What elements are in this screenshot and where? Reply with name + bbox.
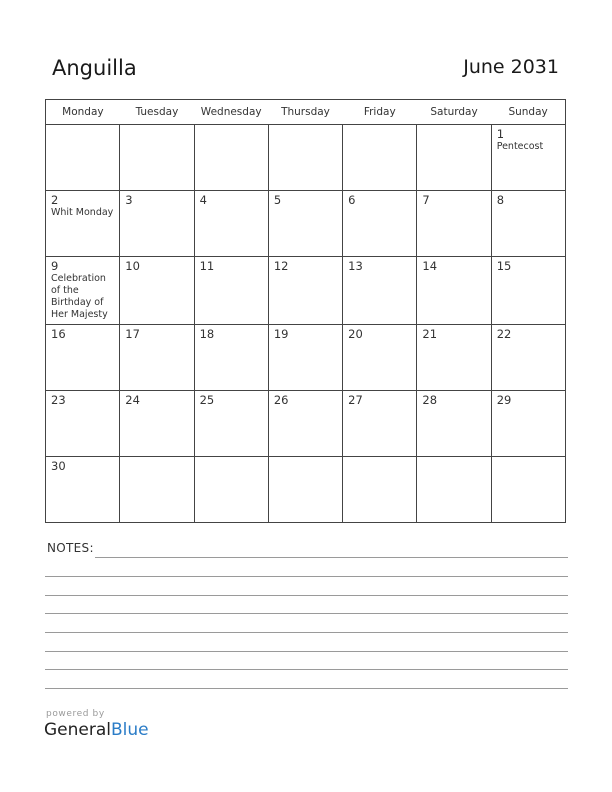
day-number: 21 xyxy=(422,327,438,341)
weekday-header: Saturday xyxy=(417,100,491,125)
day-cell xyxy=(268,191,342,257)
brand-blue: Blue xyxy=(111,720,149,740)
day-cell xyxy=(194,125,268,191)
day-cell xyxy=(343,125,417,191)
holiday-label: Celebration of the Birthday of Her Majesty xyxy=(51,273,108,320)
day-number: 12 xyxy=(273,259,289,273)
week-row xyxy=(46,191,566,257)
day-cell xyxy=(417,191,491,257)
day-cell xyxy=(46,191,120,257)
day-cell xyxy=(268,325,342,391)
day-cell xyxy=(120,391,194,457)
day-number: 29 xyxy=(496,393,512,407)
weekday-header: Thursday xyxy=(268,100,342,125)
day-number: 27 xyxy=(348,393,363,407)
week-row xyxy=(46,125,566,191)
day-number: 4 xyxy=(199,193,207,207)
day-cell xyxy=(268,391,342,457)
day-number: 7 xyxy=(422,193,430,207)
day-cell xyxy=(46,125,120,191)
day-cell xyxy=(194,191,268,257)
notes-line xyxy=(45,632,568,633)
calendar-title: Anguilla xyxy=(52,56,137,80)
day-cell xyxy=(417,457,491,523)
powered-by-text: powered by xyxy=(46,709,105,719)
calendar-month: June 2031 xyxy=(463,56,559,78)
weekday-header: Monday xyxy=(46,100,120,125)
day-cell xyxy=(417,391,491,457)
day-cell xyxy=(343,325,417,391)
day-cell xyxy=(417,125,491,191)
day-number: 19 xyxy=(273,327,289,341)
day-number: 30 xyxy=(51,459,66,473)
day-number: 23 xyxy=(51,393,66,407)
day-cell xyxy=(491,457,565,523)
day-number: 26 xyxy=(273,393,289,407)
day-number: 6 xyxy=(348,193,356,207)
day-cell xyxy=(343,257,417,325)
day-number: 9 xyxy=(51,259,59,273)
day-number: 15 xyxy=(496,259,512,273)
day-cell xyxy=(343,191,417,257)
day-number: 11 xyxy=(199,259,215,273)
day-cell xyxy=(194,391,268,457)
day-cell xyxy=(120,325,194,391)
day-cell xyxy=(46,257,120,325)
day-cell xyxy=(268,457,342,523)
holiday-label: Whit Monday xyxy=(51,207,114,218)
day-number: 25 xyxy=(199,393,215,407)
day-number: 2 xyxy=(51,193,59,207)
day-cell xyxy=(46,325,120,391)
weekday-header: Friday xyxy=(343,100,417,125)
weekday-header: Wednesday xyxy=(194,100,268,125)
notes-line xyxy=(45,688,568,689)
day-cell xyxy=(417,257,491,325)
day-cell xyxy=(491,125,565,191)
brand-general: General xyxy=(44,720,111,740)
day-cell xyxy=(417,325,491,391)
notes-line xyxy=(45,651,568,652)
day-cell xyxy=(268,125,342,191)
calendar-grid xyxy=(45,99,566,523)
day-number: 8 xyxy=(496,193,505,207)
day-cell xyxy=(120,125,194,191)
notes-label: NOTES: xyxy=(47,541,94,555)
day-cell xyxy=(46,457,120,523)
weekday-header-row xyxy=(46,100,566,125)
day-cell xyxy=(491,325,565,391)
day-number: 14 xyxy=(422,259,438,273)
brand-logo[interactable] xyxy=(44,720,149,740)
day-cell xyxy=(343,391,417,457)
week-row xyxy=(46,257,566,325)
day-cell xyxy=(491,257,565,325)
notes-line xyxy=(45,595,568,596)
day-cell xyxy=(491,191,565,257)
holiday-label: Pentecost xyxy=(496,141,544,152)
day-number: 1 xyxy=(496,127,505,141)
notes-line xyxy=(45,669,568,670)
notes-line xyxy=(95,557,568,558)
day-number: 5 xyxy=(273,193,282,207)
weekday-header: Tuesday xyxy=(120,100,194,125)
notes-line xyxy=(45,613,568,614)
day-cell xyxy=(120,191,194,257)
day-cell xyxy=(194,325,268,391)
week-row xyxy=(46,457,566,523)
day-cell xyxy=(343,457,417,523)
day-number: 10 xyxy=(125,259,140,273)
week-row xyxy=(46,391,566,457)
day-cell xyxy=(491,391,565,457)
day-number: 17 xyxy=(125,327,140,341)
week-row xyxy=(46,325,566,391)
day-cell xyxy=(46,391,120,457)
day-number: 13 xyxy=(348,259,363,273)
day-number: 20 xyxy=(348,327,363,341)
weekday-header: Sunday xyxy=(491,100,565,125)
day-number: 3 xyxy=(125,193,133,207)
notes-line xyxy=(45,576,568,577)
day-cell xyxy=(120,457,194,523)
day-number: 22 xyxy=(496,327,512,341)
day-cell xyxy=(120,257,194,325)
day-cell xyxy=(268,257,342,325)
day-number: 28 xyxy=(422,393,438,407)
day-cell xyxy=(194,457,268,523)
day-number: 24 xyxy=(125,393,140,407)
day-number: 16 xyxy=(51,327,66,341)
day-number: 18 xyxy=(199,327,215,341)
day-cell xyxy=(194,257,268,325)
